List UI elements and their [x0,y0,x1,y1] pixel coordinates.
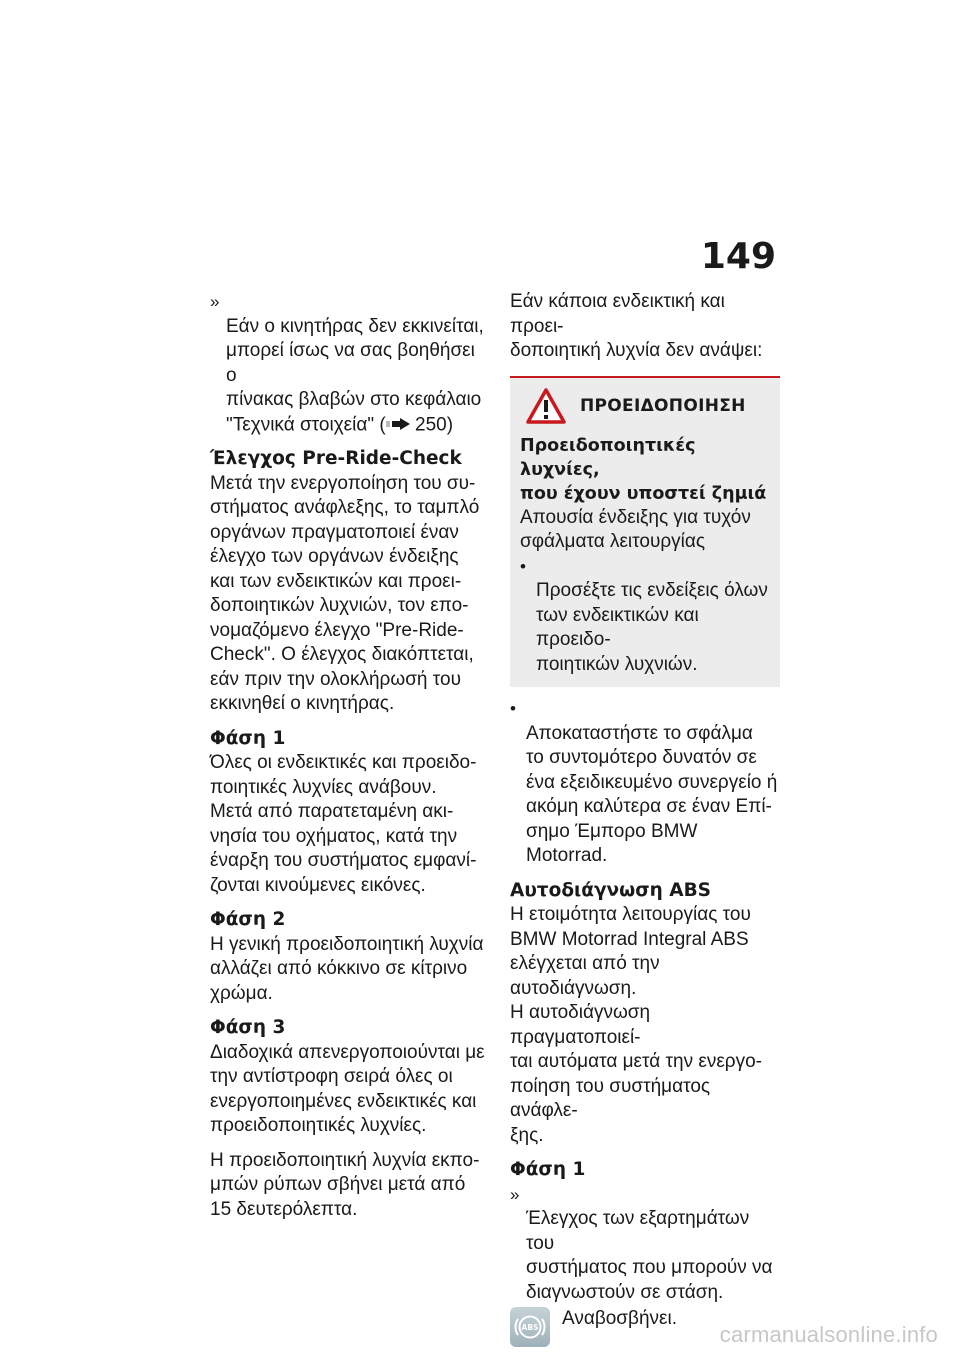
phase2-heading: Φάση 2 [210,909,286,931]
phase1-heading: Φάση 1 [210,727,286,749]
phase1-body: Όλες οι ενδεικτικές και προειδο- ποιητικές λυχνίες ανάβουν. Μετά από παρατεταμένη ακι- νησία του οχήματος, κατά την έναρξη του συστήματος εμφανί- ζονται κινούμενες εικόνες. [210,752,477,896]
warning-box [510,376,780,688]
warning-body: Απουσία ένδειξης για τυχόν σφάλματα λειτουργίας [520,506,751,552]
abs-lamp-text: Αναβοσβήνει. [562,1308,678,1329]
abs-body: Η ετοιμότητα λειτουργίας του BMW Motorrad Integral ABS ελέγχεται από την αυτοδιάγνωση. Η αυτοδιάγνωση πραγματοποιεί- ται αυτόματα μετά την ενεργο- ποίηση του συστήματος ανάφλε- ξης. [510,904,763,1146]
abs-icon-label: ABS [521,1323,539,1332]
warning-subtitle: Προειδοποιητικές λυχνίες, που έχουν υποστεί ζημιά [520,435,767,504]
abs-phase1-text: Έλεγχος των εξαρτημάτων του συστήματος που μπορούν να διαγνωστούν σε στάση. [526,1208,773,1303]
right-column [510,290,780,1347]
page-reference-close: ) [446,413,454,435]
precheck-body: Μετά την ενεργοποίηση του συ- στήματος ανάφλεξης, το ταμπλό οργάνων πραγματοποιεί έναν έλεγχο των οργάνων ένδειξης και των ενδεικτικών και προει- δοποιητικών λυχνιών, τον επο- νομαζόμενο έλεγχο "Pre-Ride- Check". Ο έλεγχος διακόπτεται, εάν πριν την ολοκλήρωσή του εκκινηθεί ο κινητήρας. [210,472,480,715]
arrow-bullet-icon: » [510,1184,520,1204]
abs-phase1-item [510,1183,780,1306]
page-reference[interactable]: 250 [415,413,447,435]
repair-instruction-text: Αποκαταστήστε το σφάλμα το συντομότερο δυνατόν σε ένα εξειδικευμένο συνεργείο ή ακόμη καλύτερα σε έναν Επί- σημο Έμπορο BMW Motorrad. [526,722,778,866]
abs-warning-lamp-icon [510,1307,550,1347]
page-reference-arrow-icon [386,413,410,438]
bullet-icon: • [510,699,516,718]
engine-start-tip-text: Εάν ο κινητήρας δεν εκκινείται, μπορεί ίσως να σας βοηθήσει ο πίνακας βλαβών στο κεφάλαιο "Τεχνικά στοιχεία" ( [226,315,484,435]
left-column [210,290,490,1222]
abs-heading: Αυτοδιάγνωση ABS [510,879,711,901]
warning-header [520,388,768,424]
warning-title: ΠΡΟΕΙΔΟΠΟΙΗΣΗ [580,395,746,416]
precheck-heading: Έλεγχος Pre-Ride-Check [210,448,462,470]
engine-start-tip [210,290,490,437]
abs-phase1-heading: Φάση 1 [510,1159,586,1180]
bullet-icon: • [520,556,526,576]
arrow-bullet-icon: » [210,292,220,311]
phase3-body: Διαδοχικά απενεργοποιούνται με την αντίστροφη σειρά όλες οι ενεργοποιημένες ενδεικτικές και προειδοποιητικές λυχνίες. [210,1041,485,1137]
final-note: Η προειδοποιητική λυχνία εκπο- μπών ρύπων σβήνει μετά από 15 δευτερόλεπτα. [210,1149,480,1220]
phase2-body: Η γενική προειδοποιητική λυχνία αλλάζει από κόκκινο σε κίτρινο χρώμα. [210,933,484,1004]
phase3-heading: Φάση 3 [210,1017,286,1039]
page-number: 149 [700,236,776,277]
repair-instruction [510,697,780,869]
warning-bullet-text: Προσέξτε τις ενδείξεις όλων των ενδεικτικών και προειδο- ποιητικών λυχνιών. [536,580,768,675]
watermark[interactable]: carmanualsonline.info [719,1322,938,1347]
warning-triangle-icon [526,388,566,424]
warning-bullet [520,555,768,678]
lamp-intro: Εάν κάποια ενδεικτική και προει- δοποιητική λυχνία δεν ανάψει: [510,291,763,361]
